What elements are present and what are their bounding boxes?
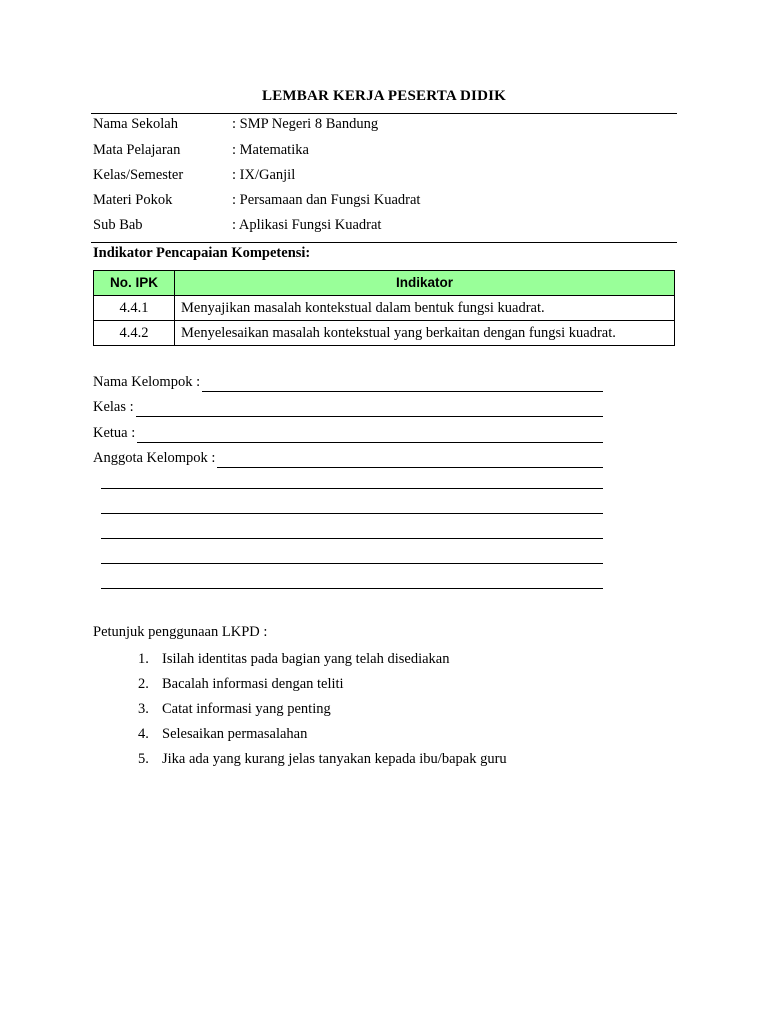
info-label: Mata Pelajaran	[93, 142, 181, 158]
instruction-text: Isilah identitas pada bagian yang telah disediakan	[162, 651, 450, 667]
instructions-heading: Petunjuk penggunaan LKPD :	[93, 624, 268, 640]
members-blank[interactable]	[217, 453, 603, 468]
instruction-number: 2.	[138, 676, 149, 692]
instruction-text: Catat informasi yang penting	[162, 701, 331, 717]
member-blank-line[interactable]	[101, 513, 603, 514]
table-row	[94, 296, 675, 321]
info-value: : Aplikasi Fungsi Kuadrat	[232, 217, 382, 233]
instruction-number: 3.	[138, 701, 149, 717]
member-blank-line[interactable]	[101, 538, 603, 539]
info-value: : Persamaan dan Fungsi Kuadrat	[232, 192, 421, 208]
instruction-item	[138, 649, 450, 669]
cell-no-ipk: 4.4.1	[94, 296, 175, 321]
info-label: Kelas/Semester	[93, 167, 184, 183]
column-header-indikator: Indikator	[175, 271, 675, 296]
info-label: Sub Bab	[93, 217, 143, 233]
member-blank-line[interactable]	[101, 488, 603, 489]
class-label: Kelas :	[93, 399, 134, 415]
info-value: : IX/Ganjil	[232, 167, 296, 183]
class-blank[interactable]	[136, 402, 603, 417]
members-field[interactable]	[93, 448, 603, 468]
group-name-label: Nama Kelompok :	[93, 374, 201, 390]
leader-blank[interactable]	[137, 428, 603, 443]
instruction-item	[138, 699, 331, 719]
table-header-row	[94, 271, 675, 296]
table-row	[94, 321, 675, 346]
info-value: : SMP Negeri 8 Bandung	[232, 116, 379, 132]
member-blank-line[interactable]	[101, 588, 603, 589]
member-blank-line[interactable]	[101, 563, 603, 564]
instruction-item	[138, 749, 507, 769]
instruction-text: Bacalah informasi dengan teliti	[162, 676, 344, 692]
instruction-number: 4.	[138, 726, 149, 742]
instruction-text: Jika ada yang kurang jelas tanyakan kepada ibu/bapak guru	[162, 751, 507, 767]
instruction-item	[138, 724, 307, 744]
indikator-table	[93, 270, 675, 346]
top-divider	[91, 113, 677, 114]
cell-indikator: Menyelesaikan masalah kontekstual yang berkaitan dengan fungsi kuadrat.	[175, 321, 675, 346]
info-value: : Matematika	[232, 142, 309, 158]
info-label: Nama Sekolah	[93, 116, 178, 132]
group-name-blank[interactable]	[202, 377, 603, 392]
instruction-text: Selesaikan permasalahan	[162, 726, 308, 742]
column-header-no-ipk: No. IPK	[94, 271, 175, 296]
instruction-item	[138, 674, 344, 694]
instruction-number: 5.	[138, 751, 149, 767]
info-bottom-divider	[91, 242, 677, 243]
indikator-heading: Indikator Pencapaian Kompetensi:	[93, 245, 311, 261]
members-label: Anggota Kelompok :	[93, 450, 216, 466]
leader-label: Ketua :	[93, 425, 136, 441]
document-title: LEMBAR KERJA PESERTA DIDIK	[261, 88, 507, 104]
cell-indikator: Menyajikan masalah kontekstual dalam bentuk fungsi kuadrat.	[175, 296, 675, 321]
leader-field[interactable]	[93, 423, 603, 443]
instruction-number: 1.	[138, 651, 149, 667]
info-label: Materi Pokok	[93, 192, 173, 208]
group-name-field[interactable]	[93, 372, 603, 392]
class-field[interactable]	[93, 397, 603, 417]
cell-no-ipk: 4.4.2	[94, 321, 175, 346]
